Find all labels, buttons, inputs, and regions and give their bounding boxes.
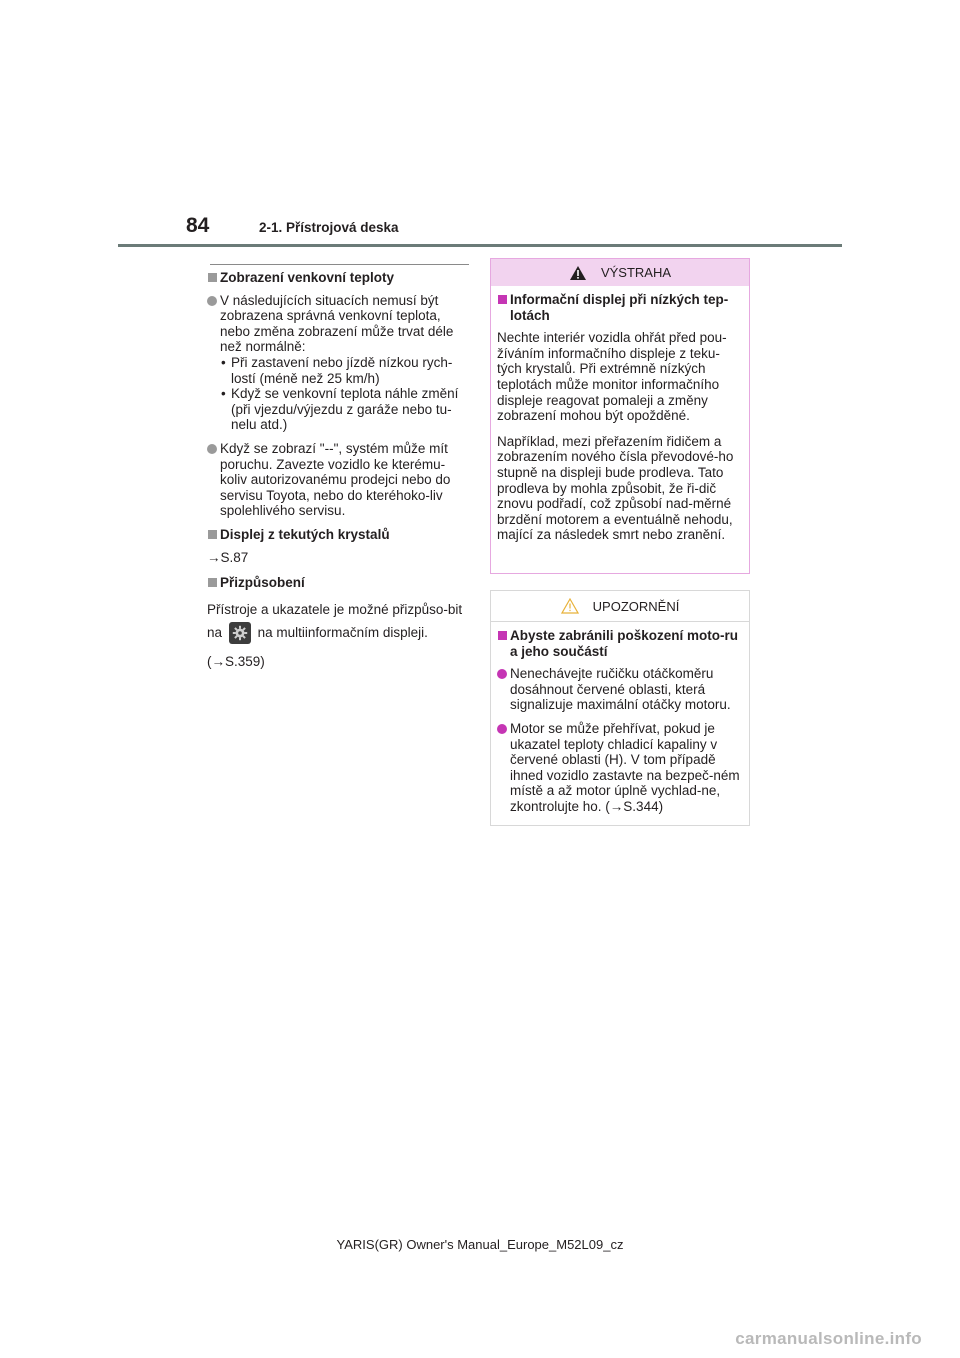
warning-title: VÝSTRAHA — [600, 265, 672, 280]
caution-heading: Abyste zabránili poškození moto-ru a jeho součástí — [497, 628, 743, 659]
sub-item: • Když se venkovní teplota náhle změní (při vjezdu/výjezdu z garáže nebo tu-nelu atd.) — [220, 386, 469, 433]
header-rule — [118, 244, 842, 247]
customization-text-b: na multiinformačním displeji. — [257, 624, 428, 640]
caution-body — [491, 622, 749, 815]
warning-box — [490, 258, 750, 574]
warning-triangle-icon — [569, 265, 587, 281]
divider — [210, 264, 469, 265]
customization-text — [207, 598, 469, 644]
caution-triangle-icon — [561, 598, 579, 614]
gear-icon — [229, 622, 251, 644]
warning-paragraph: Například, mezi přeřazením řidičem a zobrazením nového čísla převodové-ho stupně na displeji bude prodleva. Tato prodleva by mohla způsobit, že ři-dič znovu podřadí, což způsobí nad-měrné brzdění motorem a eventuálně nehodu, mající za následek smrt nebo zranění. — [497, 433, 734, 543]
warning-header — [491, 259, 749, 286]
customization-page-reference: (→S.359) — [207, 654, 265, 670]
warning-body — [491, 286, 749, 543]
caution-bullet: Motor se může přehřívat, pokud je ukazatel teploty chladicí kapaliny v červené oblasti (H). V tom případě ihned vozidlo zastavte na bezpeč-ném místě a až motor úplně vychlad-ne, zkontrolujte ho. (→S.344) — [497, 721, 743, 815]
warning-paragraph: Nechte interiér vozidla ohřát před pou-žíváním informačního displeje z teku-tých krystalů. Při extrémně nízkých teplotách může monitor informačního displeje reagovat pomaleji a změny zobrazení mohou být opožděné. — [497, 330, 727, 424]
customization-heading: Přizpůsobení — [207, 575, 469, 591]
lcd-heading: Displej z tekutých krystalů — [207, 527, 469, 543]
lcd-page-reference: →S.87 — [207, 549, 249, 565]
caution-box — [490, 590, 750, 826]
outdoor-temp-text: V následujících situacích nemusí být zobrazena správná venkovní teplota, nebo změna zobrazení může trvat déle než normálně: — [220, 292, 454, 355]
left-column — [207, 264, 469, 680]
section-title: 2-1. Přístrojová deska — [259, 220, 399, 235]
caution-title: UPOZORNĚNÍ — [592, 598, 680, 614]
outdoor-temp-bullet — [207, 293, 469, 433]
caution-bullet: Nenechávejte ručičku otáčkoměru dosáhnout červené oblasti, která signalizuje maximální otáčky motoru. — [497, 666, 743, 713]
outdoor-temp-fault-bullet: Když se zobrazí "--", systém může mít poruchu. Zavezte vozidlo ke kterému-koliv autorizovanému prodejci nebo do servisu Toyota, nebo do kteréhoko-liv spolehlivého servisu. — [207, 441, 469, 519]
watermark: carmanualsonline.info — [735, 1329, 922, 1348]
footer-manual-id: YARIS(GR) Owner's Manual_Europe_M52L09_cz — [336, 1237, 624, 1252]
caution-header — [491, 591, 749, 622]
sub-item: • Při zastavení nebo jízdě nízkou rych-lostí (méně než 25 km/h) — [220, 355, 469, 386]
page-number: 84 — [186, 214, 210, 237]
customization-text-a: Přístroje a ukazatele je možné přizpůso-bit na — [207, 601, 463, 640]
outdoor-temp-heading: Zobrazení venkovní teploty — [207, 270, 469, 286]
warning-heading: Informační displej při nízkých tep-lotách — [497, 292, 743, 323]
